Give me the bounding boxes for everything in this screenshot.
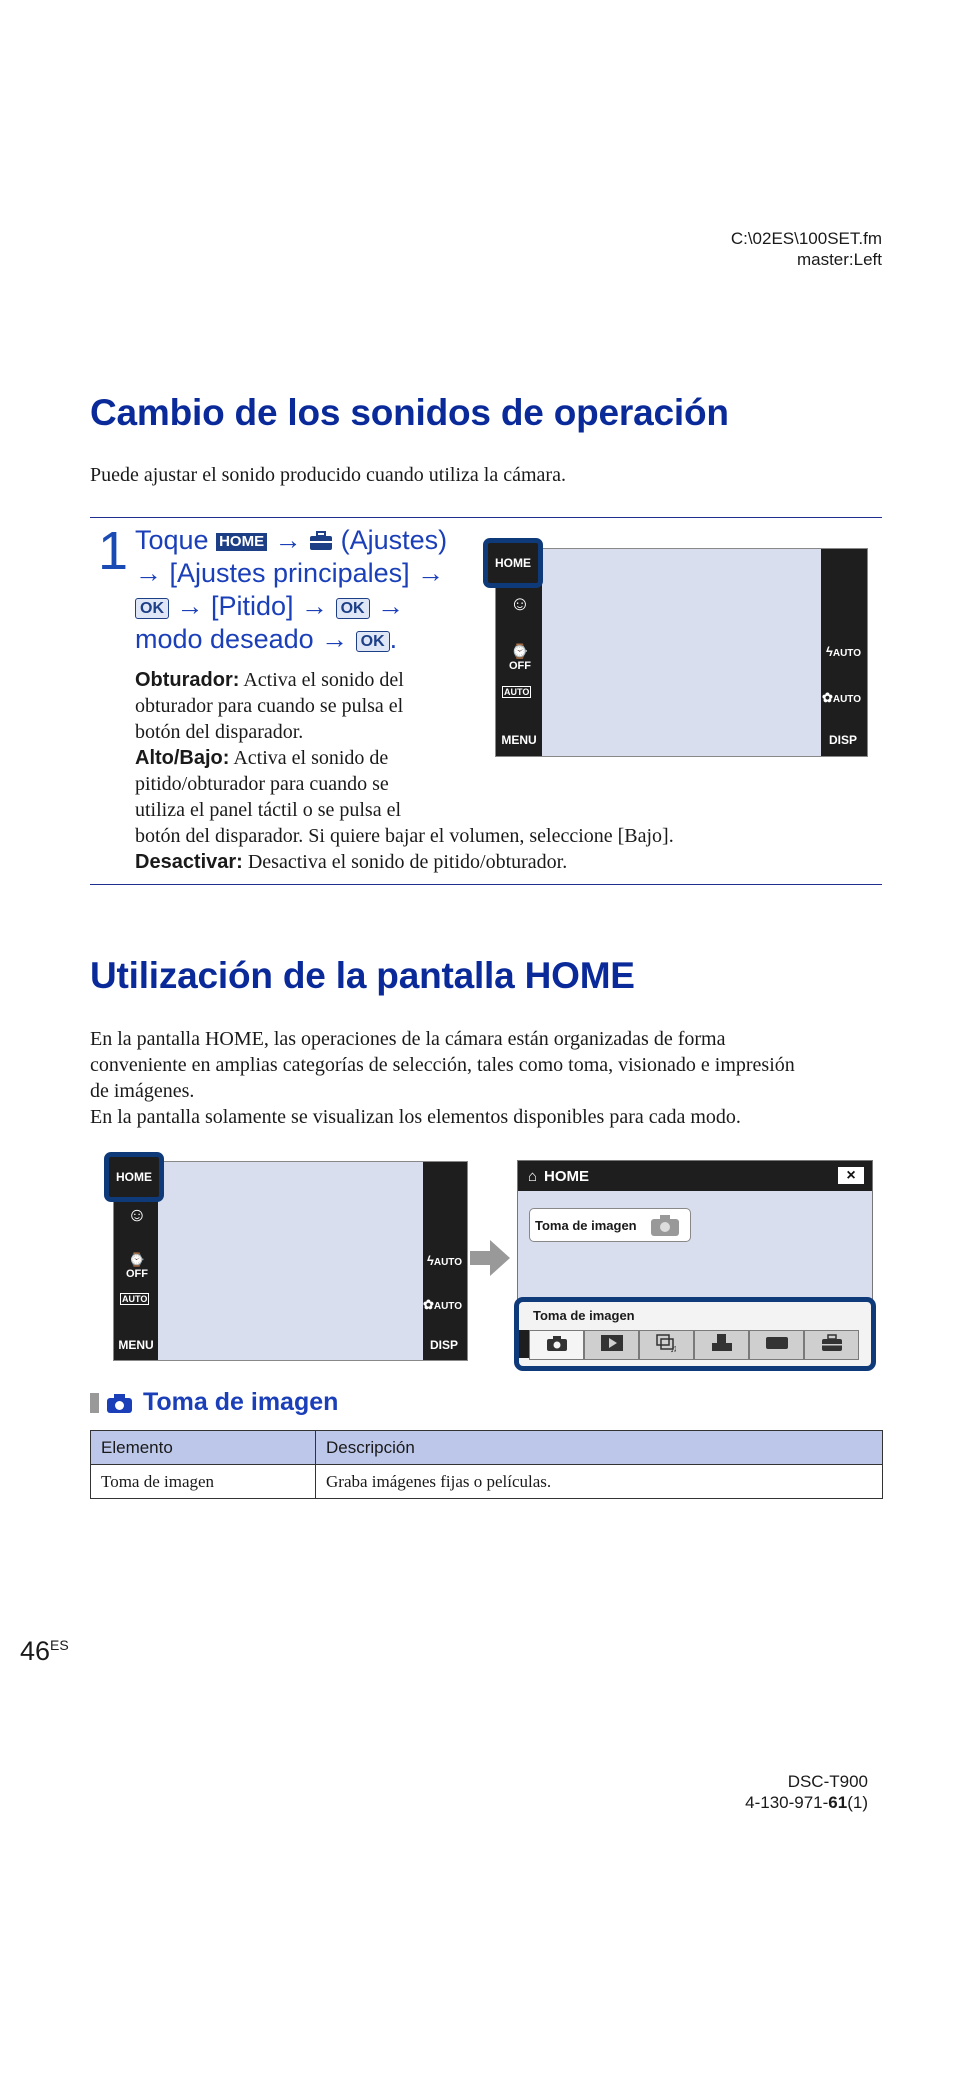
section2-title: Utilización de la pantalla HOME	[90, 955, 635, 996]
home-screen-titlebar	[518, 1161, 872, 1191]
ok-chip: OK	[135, 598, 169, 619]
smile-icon: ☺	[509, 593, 531, 615]
svg-text:♫: ♫	[669, 1343, 677, 1353]
file-path: C:\02ES\100SET.fm	[730, 229, 882, 248]
term-desactivar: Desactivar:	[135, 851, 243, 873]
desc-text: obturador para cuando se pulsa el	[135, 695, 404, 717]
table-cell: Toma de imagen	[91, 1465, 316, 1499]
tab-bar-edge	[519, 1330, 529, 1358]
section-marker	[90, 1393, 99, 1413]
table-header-cell: Descripción	[316, 1431, 883, 1465]
desc-text: Desactiva el sonido de pitido/obturador.	[247, 851, 568, 873]
smile-icon: ☺	[127, 1205, 147, 1226]
camera-screen-1	[495, 548, 868, 757]
tab-memory[interactable]	[749, 1330, 804, 1360]
button-label: Toma de imagen	[535, 1218, 637, 1233]
tab-bar-label: Toma de imagen	[533, 1308, 635, 1323]
desc-text: Activa el sonido del	[243, 669, 404, 691]
scene-auto-icon: AUTO	[504, 687, 530, 697]
menu-button[interactable]: MENU	[118, 1338, 154, 1352]
camera-screen-2	[113, 1161, 468, 1361]
term-alto-bajo: Alto/Bajo:	[135, 747, 230, 769]
desc-text: Activa el sonido de	[233, 747, 389, 769]
camera-icon	[546, 1334, 568, 1357]
table-header-row	[91, 1431, 883, 1465]
ok-chip: OK	[336, 598, 370, 619]
step-text: modo deseado →	[135, 624, 349, 654]
home-chip: HOME	[216, 533, 267, 551]
slideshow-icon	[655, 1333, 679, 1358]
menu-button[interactable]: MENU	[501, 733, 537, 747]
table-cell: Graba imágenes fijas o películas.	[316, 1465, 883, 1499]
toolbox-icon	[821, 1334, 843, 1357]
toolbox-icon	[309, 525, 341, 555]
page-suffix: ES	[50, 1637, 69, 1653]
disp-button[interactable]: DISP	[429, 1338, 458, 1352]
self-timer-off-icon: ⌚OFF	[509, 643, 531, 672]
step-text: → [Pitido] →	[176, 591, 329, 621]
memory-card-icon	[765, 1335, 789, 1356]
paragraph-line: conveniente en amplias categorías de selección, tales como toma, visionado e impresión	[90, 1054, 795, 1076]
desc-text: botón del disparador. Si quiere bajar el volumen, seleccione [Bajo].	[135, 825, 674, 847]
step-line2: → [Ajustes principales] →	[135, 558, 445, 588]
arrow: →	[377, 591, 405, 621]
transition-arrow-icon	[470, 1240, 510, 1281]
step-number: 1	[98, 521, 129, 581]
desc-text: pitido/obturador para cuando se	[135, 773, 389, 795]
footer-model	[745, 1771, 868, 1813]
arrow: →	[274, 525, 302, 555]
ok-chip: OK	[356, 631, 390, 652]
disp-button[interactable]: DISP	[828, 733, 857, 747]
flash-auto-icon: ϟAUTO	[825, 644, 861, 659]
category-tab-bar	[514, 1297, 876, 1371]
self-timer-off-icon: ⌚OFF	[126, 1252, 148, 1280]
home-button[interactable]: HOME	[483, 538, 543, 588]
top-rule	[90, 517, 882, 518]
period: .	[389, 624, 398, 654]
section1-intro: Puede ajustar el sonido producido cuando utiliza la cámara.	[90, 464, 566, 486]
tab-print[interactable]	[694, 1330, 749, 1360]
file-header	[731, 228, 882, 270]
home-button[interactable]: HOME	[104, 1152, 164, 1202]
close-button[interactable]: ×	[838, 1167, 864, 1184]
master-page: master:Left	[796, 250, 882, 269]
tab-shooting[interactable]	[529, 1330, 584, 1360]
paragraph-line: En la pantalla solamente se visualizan los elementos disponibles para cada modo.	[90, 1106, 741, 1128]
info-table	[90, 1430, 883, 1499]
camera-icon	[650, 1213, 680, 1240]
desc-text: botón del disparador.	[135, 721, 304, 743]
print-icon	[710, 1333, 734, 1358]
macro-auto-icon: ✿AUTO	[422, 1297, 462, 1312]
flash-auto-icon: ϟAUTO	[426, 1253, 462, 1268]
desc-text: utiliza el panel táctil o se pulsa el	[135, 799, 402, 821]
bottom-rule	[90, 884, 882, 885]
camera-icon	[106, 1392, 133, 1419]
section1-title: Cambio de los sonidos de operación	[90, 392, 729, 433]
tab-playback[interactable]	[584, 1330, 639, 1360]
page-number-value: 46	[20, 1636, 51, 1666]
toma-de-imagen-button[interactable]	[529, 1208, 691, 1242]
tab-settings[interactable]	[804, 1330, 859, 1360]
paragraph-line: de imágenes.	[90, 1080, 195, 1102]
section3-title: Toma de imagen	[143, 1388, 339, 1416]
step-text: Toque	[135, 525, 209, 555]
page-number	[20, 1636, 69, 1667]
step-text: (Ajustes)	[340, 525, 448, 555]
document-code: 4-130-971-61(1)	[745, 1793, 868, 1812]
macro-auto-icon: ✿AUTO	[821, 690, 861, 705]
paragraph-line: En la pantalla HOME, las operaciones de la cámara están organizadas de forma	[90, 1028, 726, 1050]
table-row	[91, 1465, 883, 1499]
scene-auto-icon: AUTO	[122, 1294, 148, 1304]
step-instructions	[135, 524, 447, 656]
play-icon	[600, 1334, 624, 1357]
home-screen-title: HOME	[544, 1168, 589, 1185]
section2-body	[90, 1026, 795, 1130]
tab-slideshow[interactable]	[639, 1330, 694, 1360]
house-icon: ⌂	[528, 1168, 538, 1185]
model-number: DSC-T900	[787, 1772, 868, 1791]
table-header-cell: Elemento	[91, 1431, 316, 1465]
term-obturador: Obturador:	[135, 669, 240, 691]
